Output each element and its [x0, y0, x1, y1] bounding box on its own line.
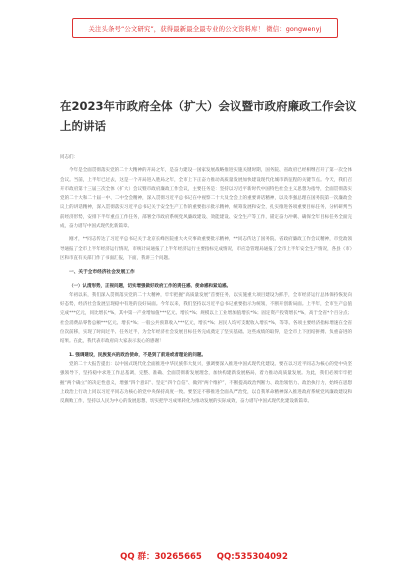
paragraph-situation: 年初以来，我们深入贯彻落实党的二十大精神，牢牢把握“高质量发展”首要任务，以实施重大项目建设为抓手，全市经济运行总体保持恢复向好态势，经济社会发展呈现稳中有进的良好局面。今年以来，我们坚持以习近平总书记重要指示为统领，不断开创新局面。上半年，全市生产总值完成***亿元，同比增长*%，其中第一产业增加值***亿元、增长*%；规模以上工业增加值增长*%；固定资产投资增长*%，高于全省*个百分点；社会消费品零售总额***亿元、增长*%；一般公共预算收入***亿元，增长*%；居民人均可支配收入增长*%，等等。各项主要经济指标增速在全省位次前移，实现了时间过半、任务过半，为全年经济社会发展目标任务完成奠定了坚实基础。这些成绩的取得，是全市上下团结拼搏、负重奋进的结果。在此，我代表市政府向大家表示衷心的感谢！ [60, 292, 352, 345]
paragraph-mission: 党的二十大报告提出：以中国式现代化全面推进中华民族伟大复兴，强调要深入推进中国式现代化建设。要在以习近平同志为核心的党中央坚强领导下，坚持稳中求进工作总基调，完整、准确、全面贯彻新发展理念，加快构建新发展格局，着力推动高质量发展。为此，我们必须牢牢把握“两个确立”的决定性意义，增强“四个意识”、坚定“四个自信”、做到“两个维护”，不断提高政治判断力、政治领悟力、政治执行力，始终在思想上政治上行动上同以习近平同志为核心的党中央保持高度一致。要坚定不移推进全面从严治党，以自我革命精神深入推进政府系统党风廉政建设和反腐败工作，坚持以人民为中心的发展思想，切实把学习成果转化为推动发展的实际成效，奋力谱写中国式现代化建设新篇章。 [60, 361, 352, 405]
paragraph-intro: 今年是全面贯彻落实党的二十大精神的开局之年，是奋力建设一国家发展战略推进实施关键时期，国务院、省政府已经相继召开了第一次全体会议。当前，上半年已过去，这是一个开局进入胜局之年，全市上下正奋力推动高质量发展加快建设现代化城市新征程的关键节点。今天，我们召开市政府第十三届三次全体（扩大）会议暨市政府廉政工作会议，主要任务是：坚持以习近平新时代中国特色社会主义思想为指导，全面贯彻落实党的二十大和二十届一中、二中全会精神，深入贯彻习近平总书记在中视察二十大及全会上的重要讲话精神，以及李强总理在国务院第一次廉政会议上的讲话精神，深入贯彻落实习近平总书记关于安全生产工作的重要指示批示精神，统筹发展和安全，扎实推进各项重要目标任务，分析研判当前经济形势，安排下半年重点工作任务，部署全市政府系统党风廉政建设、效能建设、安全生产等工作，锚定奋力冲刺、确保全年目标任务全面完成，奋力谱写中国式现代化新篇章。 [60, 168, 352, 230]
promo-banner [72, 18, 338, 38]
subsection-heading: （一）认清形势，正视问题，切实增强做好政府工作的责任感、使命感和紧迫感。 [69, 283, 231, 289]
document-body [60, 153, 352, 406]
salutation: 同志们： [60, 155, 78, 160]
document-title: 在2023年市政府全体（扩大）会议暨市政府廉政工作会议上的讲话 [60, 99, 357, 133]
point-heading: 1. 强调建设，民族复兴的政治使命，不是到了前进或者理论的问题。 [69, 352, 206, 358]
qq-group-label: QQ 群：30265665 [120, 552, 202, 562]
promo-banner-text: 关注头条号“公文研究”，获得最新最全最专业的公文资料库！ 微信：gongwenyj [88, 24, 322, 33]
section-heading: 一、关于全市经济社会发展工作 [69, 270, 135, 276]
contact-footer [0, 550, 408, 562]
qq-label: QQ:535304092 [216, 552, 288, 562]
paragraph-agenda: 刚才，**同志传达了习近平总书记关于北京长峰医院重大火灾事故重要批示精神，**同志传达了国务院、省政府廉政工作会议精神，市党政领导通报了全市上半年经济运行情况，市统计局通报了上半年经济运行主要指标完成情况，市应急管理局通报了全市上半年安全生产情况，各县（市）区和市直有关部门作了书面汇报，下面，我讲三个问题。 [60, 237, 352, 261]
